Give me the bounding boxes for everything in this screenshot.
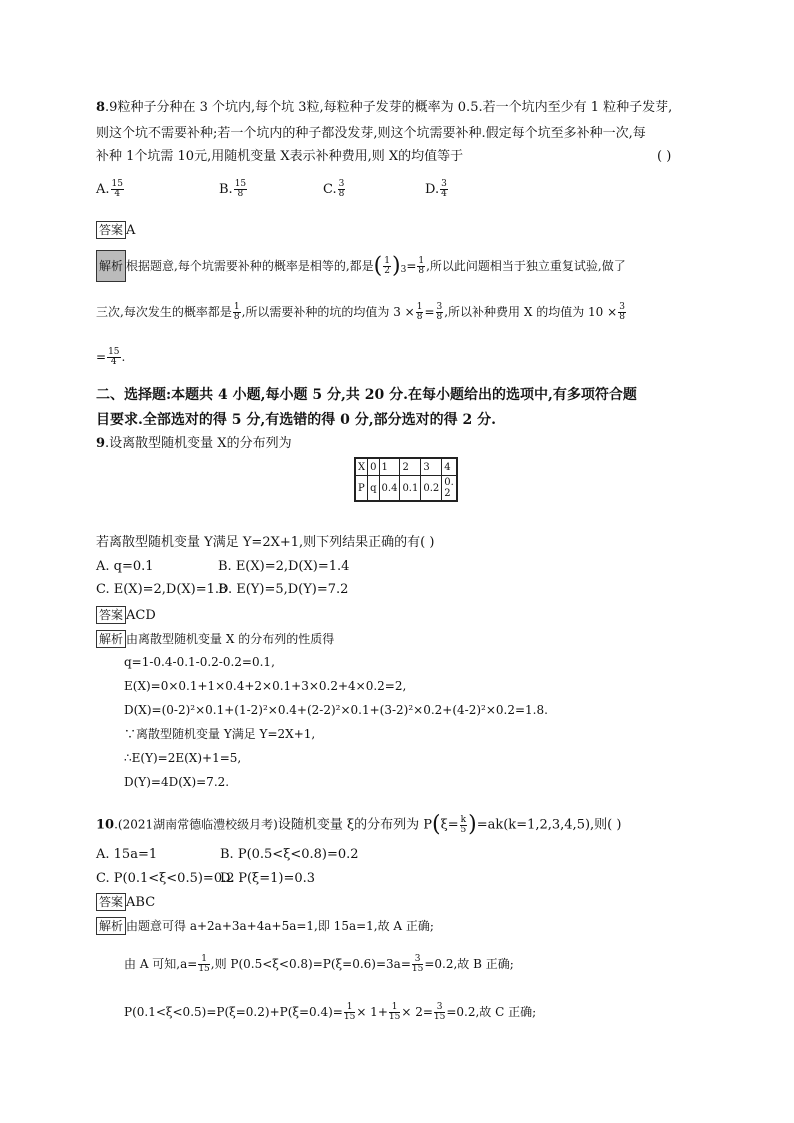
section-heading-line2: 目要求.全部选对的得 5 分,有选错的得 0 分,部分选对的得 2 分. [96, 412, 496, 428]
q9-distribution-table [354, 457, 458, 502]
q10-analysis-line2: 由 A 可知,a= $\frac{1}{15}$ ,则 P(0.5<ξ<0.8)=P(ξ=0.6)=3a= $\frac{3}{15}$ =0.2,故 B 正确; [124, 954, 514, 974]
table-row: X 0 1 2 3 4 [355, 458, 457, 476]
q8-answer: 答案 A [96, 221, 135, 239]
fraction: $\frac{3}{8}$ [338, 179, 345, 199]
q10-answer: 答案 ABC [96, 893, 155, 911]
section-heading-line1: 二、选择题:本题共 4 小题,每小题 5 分,共 20 分.在每小题给出的选项中,有多项符合题 [96, 387, 637, 403]
q9-analysis: 解析 由离散型随机变量 X 的分布列的性质得 [96, 630, 334, 648]
q9-analysis-step: ∴E(Y)=2E(X)+1=5, [124, 751, 242, 765]
q9-analysis-step: q=1-0.4-0.1-0.2-0.2=0.1, [124, 655, 275, 669]
fraction: $\frac{15}{4}$ [111, 179, 123, 199]
answer-tag: 答案 [96, 893, 126, 911]
q8-analysis-line3: = $\frac{15}{4}$ . [96, 347, 126, 367]
q8-line1: 8.9粒种子分种在 3 个坑内,每个坑 3粒,每粒种子发芽的概率为 0.5.若一个坑内至少有 1 粒种子发芽, [96, 100, 673, 115]
q10-option-c: C. P(0.1<ξ<0.5)=0.2 [96, 871, 235, 886]
q9-analysis-step: ∵离散型随机变量 Y满足 Y=2X+1, [124, 727, 316, 741]
analysis-tag: 解析 [96, 630, 126, 648]
analysis-tag: 解析 [96, 250, 126, 282]
q8-option-a: A. $\frac{15}{4}$ [96, 179, 123, 199]
q10-number: 10 [96, 817, 115, 833]
q9-answer: 答案 ACD [96, 606, 156, 624]
q8-paren: ( ) [657, 149, 672, 164]
q9-number: 9 [96, 436, 106, 451]
q9-option-c: C. E(X)=2,D(X)=1.8 [96, 582, 228, 597]
q9-option-a: A. q=0.1 [96, 559, 154, 574]
q9-stem2: 若离散型随机变量 Y满足 Y=2X+1,则下列结果正确的有( ) [96, 535, 435, 550]
q8-analysis-line1: 解析 根据题意,每个坑需要补种的概率是相等的,都是( $\frac{1}{2}$ )3= $\frac{1}{8}$ ,所以此问题相当于独立重复试验,做了 [96, 250, 626, 282]
fraction: $\frac{15}{8}$ [234, 179, 247, 199]
analysis-tag: 解析 [96, 917, 126, 935]
q8-option-c: C. $\frac{3}{8}$ [323, 179, 345, 199]
q8-option-d: D. $\frac{3}{4}$ [425, 179, 447, 199]
q10-option-d: D. P(ξ=1)=0.3 [220, 871, 316, 886]
q8-line2: 则这个坑不需要补种;若一个坑内的种子都没发芽,则这个坑需要补种.假定每个坑至多补种一次,每 [96, 126, 646, 141]
table-row: P q 0.4 0.1 0.2 0.2 [355, 476, 457, 502]
q9-option-d: D. E(Y)=5,D(Y)=7.2 [218, 582, 349, 597]
q10-analysis-line3: P(0.1<ξ<0.5)=P(ξ=0.2)+P(ξ=0.4)= $\frac{1}{15}$ × 1+ $\frac{1}{15}$ × 2= $\frac{3}{15}$ =0.2,故 C 正确; [124, 1002, 537, 1022]
q9-stem: 9.设离散型随机变量 X的分布列为 [96, 436, 292, 451]
q10-option-b: B. P(0.5<ξ<0.8)=0.2 [220, 847, 359, 862]
q9-analysis-step: D(X)=(0-2)²×0.1+(1-2)²×0.4+(2-2)²×0.1+(3-2)²×0.2+(4-2)²×0.2=1.8. [124, 703, 548, 717]
q10-option-a: A. 15a=1 [96, 847, 158, 862]
fraction: $\frac{3}{4}$ [441, 179, 447, 199]
answer-tag: 答案 [96, 221, 126, 239]
q8-analysis-line2: 三次,每次发生的概率都是 $\frac{1}{8}$ ,所以需要补种的坑的均值为 3 × $\frac{1}{8}$ = $\frac{3}{8}$ ,所以补种费用 X 的均值为 10 × $\frac{3}{8}$ [96, 302, 625, 322]
q8-option-b: B. $\frac{15}{8}$ [219, 179, 247, 199]
q9-analysis-step: D(Y)=4D(X)=7.2. [124, 775, 230, 789]
q8-number: 8 [96, 100, 106, 115]
q9-option-b: B. E(X)=2,D(X)=1.4 [218, 559, 350, 574]
q8-line3: 补种 1个坑需 10元,用随机变量 X表示补种费用,则 X的均值等于 [96, 149, 464, 164]
q10-analysis-line1: 解析 由题意可得 a+2a+3a+4a+5a=1,即 15a=1,故 A 正确; [96, 917, 434, 935]
q9-analysis-step: E(X)=0×0.1+1×0.4+2×0.1+3×0.2+4×0.2=2, [124, 679, 407, 693]
answer-tag: 答案 [96, 606, 126, 624]
q10-stem: 10.(2021湖南常德临澧校级月考)设随机变量 ξ的分布列为 P(ξ= $\frac{k}{5}$ )=ak(k=1,2,3,4,5),则( ) [96, 812, 622, 837]
